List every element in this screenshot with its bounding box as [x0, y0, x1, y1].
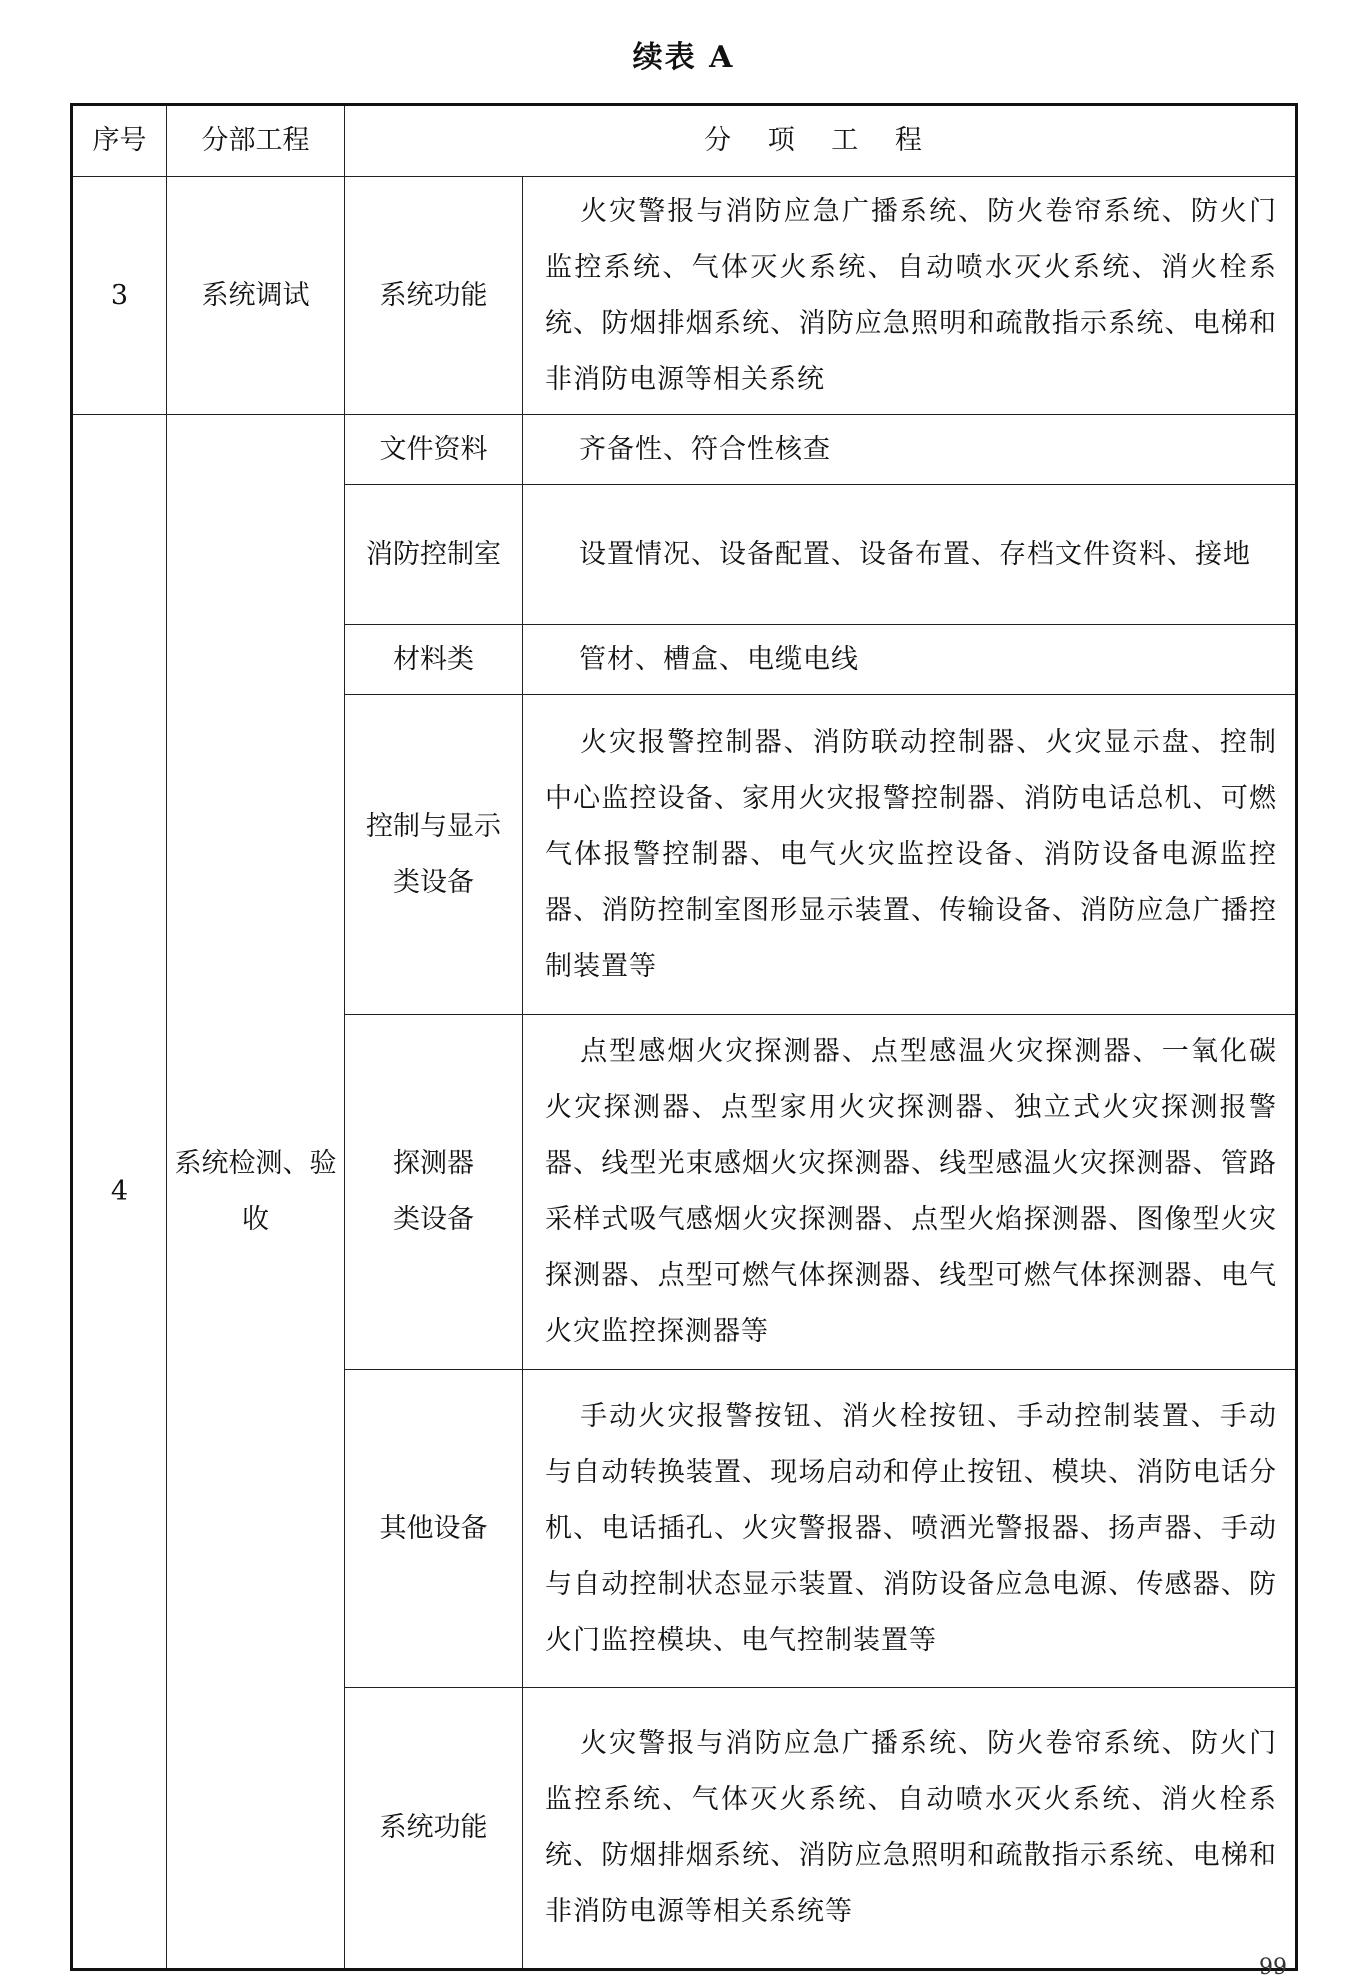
- row-content: 火灾警报与消防应急广播系统、防火卷帘系统、防火门监控系统、气体灭火系统、自动喷水灭火系统、消火栓系统、防烟排烟系统、消防应急照明和疏散指示系统、电梯和非消防电源等相关系统等: [523, 1688, 1297, 1970]
- table-row: [72, 177, 1297, 415]
- row-sub-name: 控制与显示类设备: [345, 695, 523, 1015]
- row-content: 设置情况、设备配置、设备布置、存档文件资料、接地: [523, 485, 1297, 625]
- table-header-row: [72, 105, 1297, 177]
- header-item: 分 项 工 程: [345, 105, 1297, 177]
- page-number: 99: [1259, 1955, 1287, 1980]
- row-part: 系统调试: [167, 177, 345, 415]
- row-sub-name: 消防控制室: [345, 485, 523, 625]
- row-part: 系统检测、验收: [167, 415, 345, 1970]
- row-content: 火灾报警控制器、消防联动控制器、火灾显示盘、控制中心监控设备、家用火灾报警控制器、消防电话总机、可燃气体报警控制器、电气火灾监控设备、消防设备电源监控器、消防控制室图形显示装置、传输设备、消防应急广播控制装置等: [523, 695, 1297, 1015]
- row-sub-name: 探测器类设备: [345, 1015, 523, 1370]
- row-sub-name: 系统功能: [345, 1688, 523, 1970]
- row-content: 点型感烟火灾探测器、点型感温火灾探测器、一氧化碳火灾探测器、点型家用火灾探测器、独立式火灾探测报警器、线型光束感烟火灾探测器、线型感温火灾探测器、管路采样式吸气感烟火灾探测器、点型火焰探测器、图像型火灾探测器、点型可燃气体探测器、线型可燃气体探测器、电气火灾监控探测器等: [523, 1015, 1297, 1370]
- row-sub-name: 系统功能: [345, 177, 523, 415]
- row-no: 4: [72, 415, 167, 1970]
- row-no: 3: [72, 177, 167, 415]
- table-row: [72, 415, 1297, 485]
- table-title: 续表 A: [632, 40, 735, 75]
- row-sub-name: 文件资料: [345, 415, 523, 485]
- row-content: 管材、槽盒、电缆电线: [523, 625, 1297, 695]
- subdivision-table: [70, 103, 1298, 1971]
- row-content: 齐备性、符合性核查: [523, 415, 1297, 485]
- row-content: 手动火灾报警按钮、消火栓按钮、手动控制装置、手动与自动转换装置、现场启动和停止按钮、模块、消防电话分机、电话插孔、火灾警报器、喷洒光警报器、扬声器、手动与自动控制状态显示装置、消防设备应急电源、传感器、防火门监控模块、电气控制装置等: [523, 1370, 1297, 1688]
- row-content: 火灾警报与消防应急广播系统、防火卷帘系统、防火门监控系统、气体灭火系统、自动喷水灭火系统、消火栓系统、防烟排烟系统、消防应急照明和疏散指示系统、电梯和非消防电源等相关系统: [523, 177, 1297, 415]
- header-no: 序号: [72, 105, 167, 177]
- row-sub-name: 其他设备: [345, 1370, 523, 1688]
- row-sub-name: 材料类: [345, 625, 523, 695]
- header-part: 分部工程: [167, 105, 345, 177]
